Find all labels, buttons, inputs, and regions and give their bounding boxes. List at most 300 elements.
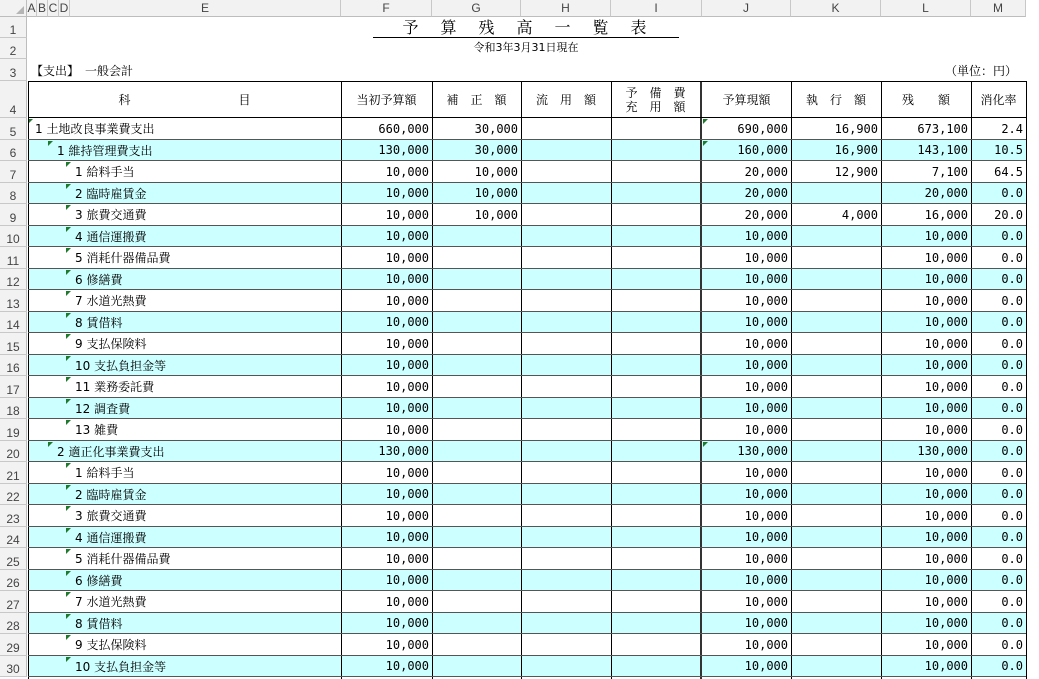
column-header-c[interactable]: C [48, 1, 58, 15]
cell-diversion[interactable] [521, 505, 611, 527]
cell-rate[interactable]: 0.0 [1001, 637, 1023, 652]
cell-supplement[interactable] [432, 290, 521, 312]
row-label[interactable]: 6 修繕費 [75, 272, 123, 287]
cell-initial[interactable]: 10,000 [385, 358, 429, 373]
row-header-26[interactable]: 26 [0, 570, 27, 592]
cell-supplement[interactable] [432, 226, 521, 248]
cell-reserve[interactable] [611, 656, 702, 678]
cell-remaining[interactable]: 10,000 [924, 530, 968, 545]
cell-remaining[interactable]: 10,000 [924, 594, 968, 609]
cell-diversion[interactable] [521, 548, 611, 570]
cell-executed[interactable] [791, 312, 881, 334]
cell-diversion[interactable] [521, 226, 611, 248]
cell-reserve[interactable] [611, 398, 702, 420]
cell-reserve[interactable] [611, 226, 702, 248]
cell-supplement[interactable] [432, 376, 521, 398]
cell-executed[interactable] [791, 355, 881, 377]
cell-diversion[interactable] [521, 355, 611, 377]
cell-initial[interactable]: 130,000 [378, 143, 429, 158]
cell-rate[interactable]: 0.0 [1001, 508, 1023, 523]
cell-executed[interactable] [791, 419, 881, 441]
cell-executed[interactable] [791, 333, 881, 355]
column-header-k[interactable]: K [791, 0, 881, 17]
row-header-15[interactable]: 15 [0, 333, 27, 355]
row-header-30[interactable]: 30 [0, 656, 27, 678]
header-reserve-line2: 充 用 額 [625, 99, 686, 114]
column-header-m[interactable]: M [971, 0, 1026, 17]
cell-reserve[interactable] [611, 355, 702, 377]
cell-supplement[interactable] [432, 355, 521, 377]
row-header-3[interactable]: 3 [0, 59, 27, 81]
cell-executed[interactable] [791, 548, 881, 570]
cell-supplement[interactable] [432, 462, 521, 484]
cell-rate[interactable]: 20.0 [994, 207, 1023, 222]
header-supplement: 補 正 額 [446, 93, 507, 107]
cell-reserve[interactable] [611, 247, 702, 269]
cell-executed[interactable]: 4,000 [841, 207, 878, 222]
cell-reserve[interactable] [611, 204, 702, 226]
cell-remaining[interactable]: 10,000 [924, 272, 968, 287]
cell-diversion[interactable] [521, 140, 611, 162]
cell-supplement[interactable] [432, 548, 521, 570]
cell-current[interactable]: 10,000 [744, 422, 788, 437]
row-header-22[interactable]: 22 [0, 484, 27, 506]
column-header-f[interactable]: F [341, 0, 432, 17]
cell-executed[interactable] [791, 462, 881, 484]
cell-diversion[interactable] [521, 161, 611, 183]
cell-rate[interactable]: 0.0 [1001, 379, 1023, 394]
cell-current[interactable]: 20,000 [744, 164, 788, 179]
cell-reserve[interactable] [611, 613, 702, 635]
cell-remaining[interactable]: 10,000 [924, 551, 968, 566]
cell-current[interactable]: 10,000 [744, 358, 788, 373]
cell-diversion[interactable] [521, 613, 611, 635]
row-header-6[interactable]: 6 [0, 140, 27, 162]
header-rate: 消化率 [980, 93, 1017, 107]
cell-executed[interactable] [791, 441, 881, 463]
row-header-11[interactable]: 11 [0, 247, 27, 269]
header-item: 科 目 [118, 93, 251, 107]
cell-current[interactable]: 10,000 [744, 551, 788, 566]
error-marker-icon [66, 614, 71, 619]
cell-remaining[interactable]: 10,000 [924, 487, 968, 502]
cell-reserve[interactable] [611, 591, 702, 613]
error-marker-icon [66, 227, 71, 232]
row-header-23[interactable]: 23 [0, 505, 27, 527]
cell-supplement[interactable] [432, 656, 521, 678]
row-label[interactable]: 2 適正化事業費支出 [57, 444, 165, 459]
cell-supplement[interactable] [432, 505, 521, 527]
cell-initial[interactable]: 10,000 [385, 293, 429, 308]
cell-rate[interactable]: 0.0 [1001, 293, 1023, 308]
row-header-10[interactable]: 10 [0, 226, 27, 248]
cell-rate[interactable]: 0.0 [1001, 573, 1023, 588]
cell-reserve[interactable] [611, 570, 702, 592]
cell-supplement[interactable]: 10,000 [474, 164, 518, 179]
row-label[interactable]: 5 消耗什器備品費 [75, 251, 171, 266]
row-label[interactable]: 3 旅費交通費 [75, 208, 147, 223]
row-header-17[interactable]: 17 [0, 376, 27, 398]
row-header-2[interactable]: 2 [0, 38, 27, 59]
cell-reserve[interactable] [611, 269, 702, 291]
cell-reserve[interactable] [611, 419, 702, 441]
cell-reserve[interactable] [611, 312, 702, 334]
cell-supplement[interactable] [432, 527, 521, 549]
cell-reserve[interactable] [611, 527, 702, 549]
cell-current[interactable]: 10,000 [744, 379, 788, 394]
header-reserve [611, 81, 700, 118]
cell-executed[interactable] [791, 247, 881, 269]
cell-rate[interactable]: 0.0 [1001, 659, 1023, 674]
cell-rate[interactable]: 0.0 [1001, 186, 1023, 201]
cell-remaining[interactable]: 10,000 [924, 508, 968, 523]
cell-executed[interactable] [791, 634, 881, 656]
cell-executed[interactable] [791, 376, 881, 398]
cell-remaining[interactable]: 10,000 [924, 616, 968, 631]
cell-diversion[interactable] [521, 484, 611, 506]
column-header-g[interactable]: G [432, 0, 521, 17]
column-header-e[interactable]: E [70, 0, 341, 17]
cell-remaining[interactable]: 143,100 [917, 143, 968, 158]
row-header-19[interactable]: 19 [0, 419, 27, 441]
cell-rate[interactable]: 0.0 [1001, 616, 1023, 631]
cell-current[interactable]: 10,000 [744, 508, 788, 523]
cell-executed[interactable] [791, 484, 881, 506]
column-header-d[interactable]: D [59, 1, 69, 15]
cell-supplement[interactable] [432, 484, 521, 506]
error-marker-icon [48, 442, 53, 447]
cell-reserve[interactable] [611, 290, 702, 312]
cell-diversion[interactable] [521, 333, 611, 355]
row-header-8[interactable]: 8 [0, 183, 27, 205]
cell-supplement[interactable]: 10,000 [474, 186, 518, 201]
cell-reserve[interactable] [611, 462, 702, 484]
cell-executed[interactable] [791, 570, 881, 592]
cell-current[interactable]: 10,000 [744, 336, 788, 351]
cell-diversion[interactable] [521, 441, 611, 463]
row-label[interactable]: 1 維持管理費支出 [57, 143, 153, 158]
cell-diversion[interactable] [521, 290, 611, 312]
cell-current[interactable]: 10,000 [744, 573, 788, 588]
cell-executed[interactable] [791, 269, 881, 291]
cell-rate[interactable]: 0.0 [1001, 315, 1023, 330]
row-label[interactable]: 10 支払負担金等 [75, 659, 167, 674]
cell-rate[interactable]: 0.0 [1001, 487, 1023, 502]
cell-rate[interactable]: 0.0 [1001, 250, 1023, 265]
row-header-16[interactable]: 16 [0, 355, 27, 377]
row-header-4[interactable]: 4 [0, 81, 27, 118]
cell-reserve[interactable] [611, 118, 702, 140]
column-header-j[interactable]: J [702, 0, 791, 17]
row-label[interactable]: 10 支払負担金等 [75, 358, 167, 373]
cell-remaining[interactable]: 10,000 [924, 573, 968, 588]
cell-reserve[interactable] [611, 548, 702, 570]
row-label[interactable]: 12 調査費 [75, 401, 131, 416]
report-date: 令和3年3月31日現在 [473, 41, 579, 54]
cell-current[interactable]: 10,000 [744, 465, 788, 480]
cell-initial[interactable]: 10,000 [385, 594, 429, 609]
error-marker-icon [66, 528, 71, 533]
row-label[interactable]: 13 雑費 [75, 423, 119, 438]
cell-current[interactable]: 20,000 [744, 207, 788, 222]
column-header-i[interactable]: I [611, 0, 702, 17]
cell-supplement[interactable] [432, 634, 521, 656]
cell-initial[interactable]: 10,000 [385, 229, 429, 244]
cell-initial[interactable]: 130,000 [378, 444, 429, 459]
row-header-21[interactable]: 21 [0, 462, 27, 484]
row-header-12[interactable]: 12 [0, 269, 27, 291]
cell-current[interactable]: 10,000 [744, 272, 788, 287]
row-header-7[interactable]: 7 [0, 161, 27, 183]
cell-current[interactable]: 10,000 [744, 293, 788, 308]
row-header-20[interactable]: 20 [0, 441, 27, 463]
cell-rate[interactable]: 0.0 [1001, 229, 1023, 244]
row-label[interactable]: 6 修繕費 [75, 573, 123, 588]
cell-initial[interactable]: 10,000 [385, 573, 429, 588]
cell-diversion[interactable] [521, 570, 611, 592]
cell-rate[interactable]: 0.0 [1001, 444, 1023, 459]
cell-reserve[interactable] [611, 140, 702, 162]
cell-remaining[interactable]: 10,000 [924, 336, 968, 351]
cell-remaining[interactable]: 10,000 [924, 293, 968, 308]
grid-hline [28, 526, 1026, 527]
cell-supplement[interactable] [432, 591, 521, 613]
row-header-27[interactable]: 27 [0, 591, 27, 613]
cell-executed[interactable] [791, 505, 881, 527]
cell-initial[interactable]: 10,000 [385, 164, 429, 179]
cell-diversion[interactable] [521, 269, 611, 291]
cell-diversion[interactable] [521, 183, 611, 205]
row-header-9[interactable]: 9 [0, 204, 27, 226]
cell-supplement[interactable] [432, 613, 521, 635]
cell-supplement[interactable]: 30,000 [474, 143, 518, 158]
error-marker-icon [66, 420, 71, 425]
row-label[interactable]: 2 臨時雇賃金 [75, 487, 147, 502]
cell-executed[interactable] [791, 591, 881, 613]
cell-diversion[interactable] [521, 591, 611, 613]
cell-supplement[interactable] [432, 333, 521, 355]
cell-rate[interactable]: 0.0 [1001, 422, 1023, 437]
cell-current[interactable]: 10,000 [744, 530, 788, 545]
cell-diversion[interactable] [521, 462, 611, 484]
cell-supplement[interactable]: 30,000 [474, 121, 518, 136]
cell-initial[interactable]: 10,000 [385, 250, 429, 265]
cell-remaining[interactable]: 10,000 [924, 637, 968, 652]
cell-current[interactable]: 10,000 [744, 401, 788, 416]
row-label[interactable]: 1 土地改良事業費支出 [35, 122, 155, 137]
cell-remaining[interactable]: 10,000 [924, 250, 968, 265]
cell-current[interactable]: 130,000 [737, 444, 788, 459]
cell-rate[interactable]: 0.0 [1001, 551, 1023, 566]
cell-initial[interactable]: 10,000 [385, 401, 429, 416]
grid-hline [28, 483, 1026, 484]
cell-supplement[interactable] [432, 269, 521, 291]
cell-diversion[interactable] [521, 312, 611, 334]
cell-initial[interactable]: 10,000 [385, 551, 429, 566]
cell-remaining[interactable]: 10,000 [924, 465, 968, 480]
cell-executed[interactable] [791, 398, 881, 420]
cell-current[interactable]: 10,000 [744, 637, 788, 652]
cell-reserve[interactable] [611, 183, 702, 205]
cell-supplement[interactable] [432, 247, 521, 269]
cell-reserve[interactable] [611, 441, 702, 463]
cell-rate[interactable]: 0.0 [1001, 530, 1023, 545]
row-header-25[interactable]: 25 [0, 548, 27, 570]
cell-diversion[interactable] [521, 634, 611, 656]
cell-initial[interactable]: 10,000 [385, 186, 429, 201]
cell-remaining[interactable]: 7,100 [931, 164, 968, 179]
cell-current[interactable]: 10,000 [744, 487, 788, 502]
cell-initial[interactable]: 660,000 [378, 121, 429, 136]
cell-supplement[interactable] [432, 570, 521, 592]
cell-reserve[interactable] [611, 484, 702, 506]
error-marker-icon [66, 356, 71, 361]
cell-supplement[interactable]: 10,000 [474, 207, 518, 222]
cell-current[interactable]: 10,000 [744, 229, 788, 244]
row-header-24[interactable]: 24 [0, 527, 27, 549]
cell-remaining[interactable]: 10,000 [924, 422, 968, 437]
row-header-13[interactable]: 13 [0, 290, 27, 312]
cell-supplement[interactable] [432, 312, 521, 334]
row-header-1[interactable]: 1 [0, 17, 27, 38]
row-label[interactable]: 5 消耗什器備品費 [75, 552, 171, 567]
cell-reserve[interactable] [611, 161, 702, 183]
cell-diversion[interactable] [521, 118, 611, 140]
cell-current[interactable]: 10,000 [744, 659, 788, 674]
header-executed: 執 行 額 [805, 93, 866, 107]
column-header-a[interactable]: A [27, 1, 36, 15]
cell-remaining[interactable]: 20,000 [924, 186, 968, 201]
row-label[interactable]: 11 業務委託費 [75, 380, 155, 395]
cell-rate[interactable]: 0.0 [1001, 594, 1023, 609]
header-initial-budget: 当初予算額 [356, 93, 417, 107]
cell-rate[interactable]: 64.5 [994, 164, 1023, 179]
cell-remaining[interactable]: 10,000 [924, 401, 968, 416]
cell-current[interactable]: 20,000 [744, 186, 788, 201]
cell-diversion[interactable] [521, 656, 611, 678]
cell-rate[interactable]: 0.0 [1001, 272, 1023, 287]
cell-initial[interactable]: 10,000 [385, 659, 429, 674]
row-label[interactable]: 4 通信運搬費 [75, 229, 147, 244]
cell-current[interactable]: 10,000 [744, 616, 788, 631]
cell-initial[interactable]: 10,000 [385, 508, 429, 523]
cell-executed[interactable] [791, 656, 881, 678]
cell-executed[interactable]: 16,900 [834, 121, 878, 136]
cell-current[interactable]: 10,000 [744, 250, 788, 265]
column-header-b[interactable]: B [37, 1, 46, 15]
cell-current[interactable]: 690,000 [737, 121, 788, 136]
cell-current[interactable]: 160,000 [737, 143, 788, 158]
cell-reserve[interactable] [611, 376, 702, 398]
cell-diversion[interactable] [521, 376, 611, 398]
cell-remaining[interactable]: 10,000 [924, 229, 968, 244]
cell-rate[interactable]: 0.0 [1001, 358, 1023, 373]
grid-hline [28, 182, 1026, 183]
cell-rate[interactable]: 0.0 [1001, 465, 1023, 480]
cell-rate[interactable]: 0.0 [1001, 336, 1023, 351]
row-label[interactable]: 1 給料手当 [75, 466, 135, 481]
row-label[interactable]: 3 旅費交通費 [75, 509, 147, 524]
cell-executed[interactable]: 16,900 [834, 143, 878, 158]
row-header-5[interactable]: 5 [0, 118, 27, 140]
column-header-h[interactable]: H [521, 0, 611, 17]
cell-rate[interactable]: 0.0 [1001, 401, 1023, 416]
cell-initial[interactable]: 10,000 [385, 530, 429, 545]
cell-remaining[interactable]: 673,100 [917, 121, 968, 136]
cell-supplement[interactable] [432, 419, 521, 441]
cell-diversion[interactable] [521, 527, 611, 549]
select-all-corner[interactable] [0, 0, 27, 17]
cell-supplement[interactable] [432, 441, 521, 463]
cell-remaining[interactable]: 10,000 [924, 315, 968, 330]
cell-executed[interactable] [791, 183, 881, 205]
column-header-l[interactable]: L [881, 0, 971, 17]
cell-executed[interactable] [791, 613, 881, 635]
error-marker-icon [66, 291, 71, 296]
cell-executed[interactable] [791, 527, 881, 549]
row-label[interactable]: 1 給料手当 [75, 165, 135, 180]
cell-remaining[interactable]: 10,000 [924, 659, 968, 674]
row-label[interactable]: 4 通信運搬費 [75, 530, 147, 545]
row-label[interactable]: 2 臨時雇賃金 [75, 186, 147, 201]
cell-current[interactable]: 10,000 [744, 315, 788, 330]
grid-hline [28, 569, 1026, 570]
row-label[interactable]: 9 支払保険料 [75, 337, 147, 352]
cell-initial[interactable]: 10,000 [385, 379, 429, 394]
cell-rate[interactable]: 2.4 [1001, 121, 1023, 136]
select-all-icon [16, 6, 24, 14]
row-label[interactable]: 9 支払保険料 [75, 638, 147, 653]
row-header-29[interactable]: 29 [0, 634, 27, 656]
cell-initial[interactable]: 10,000 [385, 422, 429, 437]
cell-remaining[interactable]: 10,000 [924, 379, 968, 394]
cell-reserve[interactable] [611, 634, 702, 656]
cell-diversion[interactable] [521, 204, 611, 226]
row-label[interactable]: 8 賃借料 [75, 315, 123, 330]
row-header-18[interactable]: 18 [0, 398, 27, 420]
row-label[interactable]: 8 賃借料 [75, 616, 123, 631]
cell-remaining[interactable]: 130,000 [917, 444, 968, 459]
cell-remaining[interactable]: 10,000 [924, 358, 968, 373]
row-label[interactable]: 7 水道光熱費 [75, 294, 147, 309]
cell-diversion[interactable] [521, 419, 611, 441]
cell-executed[interactable] [791, 290, 881, 312]
cell-supplement[interactable] [432, 398, 521, 420]
cell-initial[interactable]: 10,000 [385, 315, 429, 330]
grid-hline [28, 547, 1026, 548]
cell-rate[interactable]: 10.5 [994, 143, 1023, 158]
cell-initial[interactable]: 10,000 [385, 272, 429, 287]
row-label[interactable]: 7 水道光熱費 [75, 595, 147, 610]
cell-current[interactable]: 10,000 [744, 594, 788, 609]
cell-diversion[interactable] [521, 398, 611, 420]
cell-diversion[interactable] [521, 247, 611, 269]
grid-hline [28, 354, 1026, 355]
cell-initial[interactable]: 10,000 [385, 616, 429, 631]
cell-executed[interactable] [791, 226, 881, 248]
row-header-28[interactable]: 28 [0, 613, 27, 635]
cell-reserve[interactable] [611, 333, 702, 355]
cell-initial[interactable]: 10,000 [385, 336, 429, 351]
cell-initial[interactable]: 10,000 [385, 487, 429, 502]
row-header-14[interactable]: 14 [0, 312, 27, 334]
cell-initial[interactable]: 10,000 [385, 637, 429, 652]
cell-reserve[interactable] [611, 505, 702, 527]
cell-executed[interactable]: 12,900 [834, 164, 878, 179]
cell-initial[interactable]: 10,000 [385, 207, 429, 222]
cell-initial[interactable]: 10,000 [385, 465, 429, 480]
cell-remaining[interactable]: 16,000 [924, 207, 968, 222]
